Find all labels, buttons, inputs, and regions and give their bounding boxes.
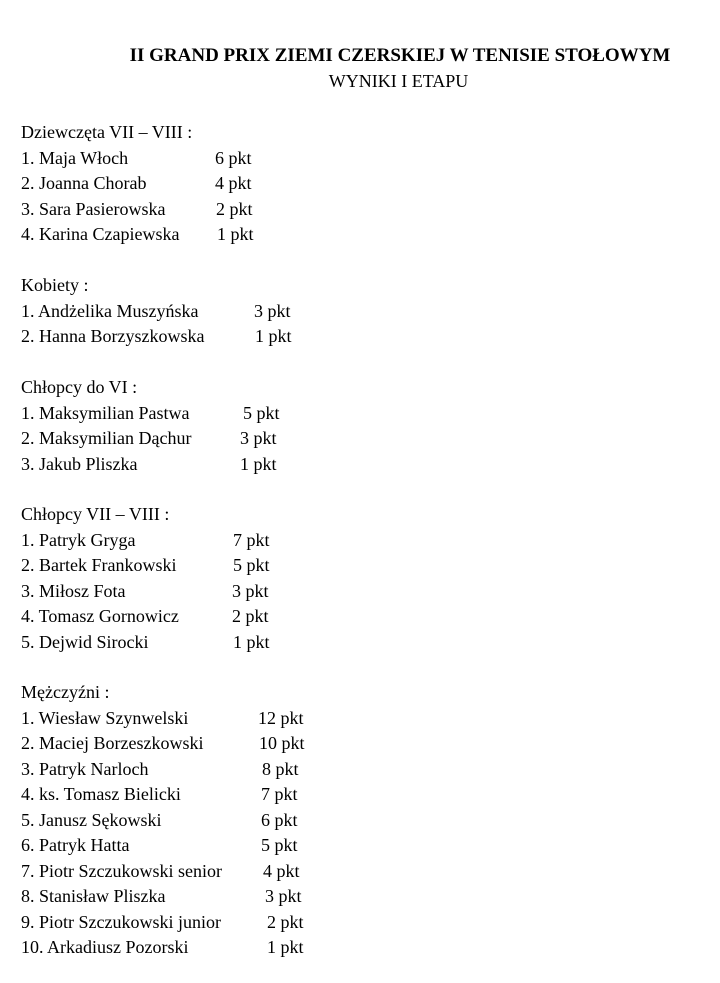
result-row (21, 884, 302, 910)
player-points: 3 pkt (232, 580, 269, 601)
section-heading: Dziewczęta VII – VIII : (21, 122, 193, 142)
section-heading: Kobiety : (21, 275, 89, 295)
player-name: 3. Patryk Narloch (21, 758, 149, 779)
player-name: 7. Piotr Szczukowski senior (21, 860, 222, 881)
player-points: 5 pkt (233, 555, 270, 575)
result-row (21, 935, 304, 961)
player-name: 1. Wiesław Szynwelski (21, 707, 189, 728)
player-name: 4. Karina Czapiewska (21, 224, 180, 244)
player-name: 1. Andżelika Muszyńska (21, 300, 199, 321)
player-points: 3 pkt (265, 886, 302, 906)
player-name: 2. Joanna Chorab (21, 173, 147, 193)
player-points: 6 pkt (215, 147, 252, 168)
result-row (21, 553, 270, 579)
result-row (21, 604, 269, 630)
player-name: 1. Maja Włoch (21, 147, 129, 168)
player-points: 6 pkt (261, 809, 298, 830)
document-title: II GRAND PRIX ZIEMI CZERSKIEJ W TENISIE STOŁOWYM (129, 45, 671, 66)
result-row (21, 731, 305, 757)
result-row (21, 528, 270, 554)
player-points: 4 pkt (215, 173, 252, 193)
player-points: 7 pkt (261, 784, 298, 804)
player-points: 2 pkt (267, 911, 304, 932)
results-section-men (21, 680, 305, 961)
results-section-boys-7-8 (21, 502, 270, 655)
result-row (21, 197, 253, 223)
player-name: 3. Jakub Pliszka (21, 453, 138, 474)
player-points: 7 pkt (233, 529, 270, 550)
player-name: 3. Miłosz Fota (21, 580, 126, 601)
result-row (21, 706, 304, 732)
player-points: 3 pkt (254, 300, 291, 321)
result-row (21, 630, 270, 656)
results-section-girls-7-8 (21, 120, 254, 248)
player-name: 1. Patryk Gryga (21, 529, 136, 550)
result-row (21, 426, 277, 452)
player-name: 2. Hanna Borzyszkowska (21, 326, 205, 346)
result-row (21, 757, 299, 783)
player-name: 2. Maciej Borzeszkowski (21, 733, 204, 753)
result-row (21, 222, 254, 248)
player-points: 10 pkt (259, 733, 305, 753)
results-section-women (21, 273, 292, 350)
result-row (21, 833, 298, 859)
player-points: 12 pkt (258, 707, 304, 728)
player-name: 9. Piotr Szczukowski junior (21, 911, 221, 932)
result-row (21, 452, 277, 478)
result-row (21, 324, 292, 350)
player-name: 5. Janusz Sękowski (21, 809, 162, 830)
player-points: 4 pkt (263, 860, 300, 881)
result-row (21, 146, 252, 172)
player-points: 2 pkt (232, 606, 269, 626)
player-name: 4. ks. Tomasz Bielicki (21, 784, 181, 804)
player-name: 2. Bartek Frankowski (21, 555, 177, 575)
player-points: 2 pkt (216, 198, 253, 219)
player-points: 1 pkt (267, 937, 304, 957)
results-section-boys-to-6 (21, 375, 280, 477)
result-row (21, 859, 300, 885)
player-points: 1 pkt (233, 631, 270, 652)
result-row (21, 910, 304, 936)
player-name: 8. Stanisław Pliszka (21, 886, 166, 906)
player-name: 4. Tomasz Gornowicz (21, 606, 179, 626)
player-points: 3 pkt (240, 428, 277, 448)
player-points: 5 pkt (261, 835, 298, 855)
player-points: 8 pkt (262, 758, 299, 779)
player-name: 10. Arkadiusz Pozorski (21, 937, 189, 957)
result-row (21, 579, 269, 605)
player-name: 1. Maksymilian Pastwa (21, 402, 190, 423)
player-name: 5. Dejwid Sirocki (21, 631, 149, 652)
section-heading: Mężczyźni : (21, 682, 110, 702)
player-points: 5 pkt (243, 402, 280, 423)
result-row (21, 808, 298, 834)
player-points: 1 pkt (255, 326, 292, 346)
section-heading: Chłopcy do VI : (21, 377, 138, 397)
result-row (21, 299, 291, 325)
result-row (21, 782, 298, 808)
result-row (21, 401, 280, 427)
player-name: 6. Patryk Hatta (21, 835, 130, 855)
player-name: 2. Maksymilian Dąchur (21, 428, 192, 448)
player-name: 3. Sara Pasierowska (21, 198, 166, 219)
player-points: 1 pkt (217, 224, 254, 244)
section-heading: Chłopcy VII – VIII : (21, 504, 170, 524)
result-row (21, 171, 252, 197)
player-points: 1 pkt (240, 453, 277, 474)
document-subtitle: WYNIKI I ETAPU (328, 71, 469, 91)
